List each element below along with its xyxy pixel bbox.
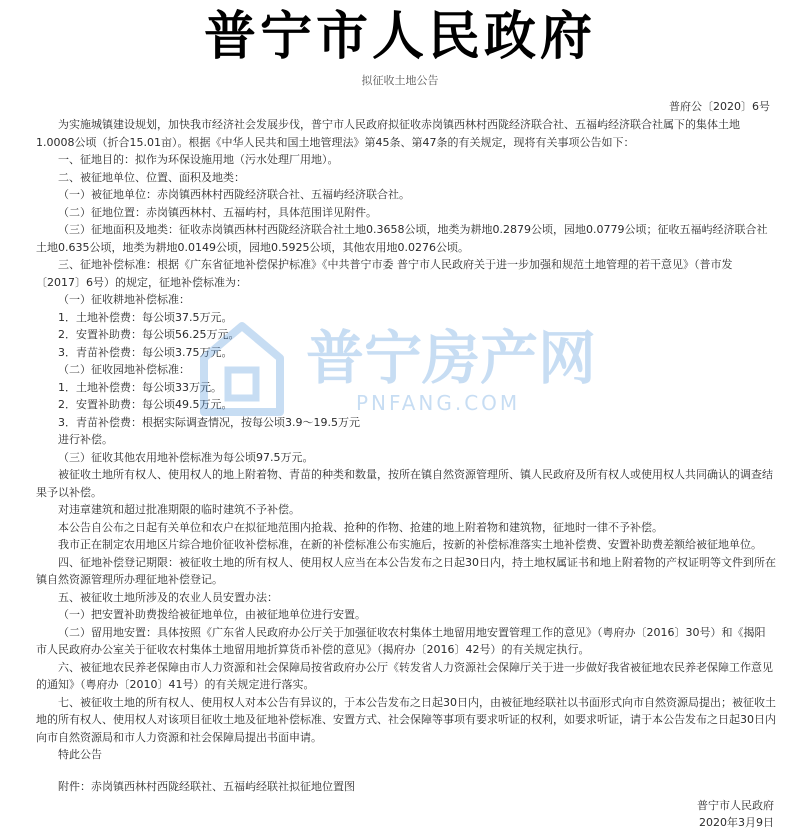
watermark-brand: 普宁房产网 — [306, 324, 597, 392]
announcement-body — [36, 116, 776, 764]
section-2-item-3: （三）征地面积及地类：征收赤岗镇西林村西陇经济联合社土地0.3658公顷，地类为耕地0.2879公顷，园地0.0779公顷；征收五福屿经济联合社土地0.635公顷，地类为耕地0.0149公顷，园地0.5925公顷，其他农用地0.0276公顷。 — [36, 223, 768, 254]
section-2-heading: 二、被征地单位、位置、面积及地类： — [58, 170, 245, 184]
government-title: 普宁市人民政府 — [203, 6, 596, 67]
attachment-note: 附件：赤岗镇西林村西陇经联社、五福屿经联社拟征地位置图 — [58, 780, 355, 793]
section-3-sub-1-item-3: 3．青苗补偿费：每公顷3.75万元。 — [58, 345, 233, 359]
new-standard-paragraph: 我市正在制定农用地区片综合地价征收补偿标准，在新的补偿标准公布实施后，按新的补偿标准落实土地补偿费、安置补助费差额给被征地单位。 — [58, 538, 762, 551]
section-3-sub-2-item-2: 2．安置补助费：每公顷49.5万元。 — [58, 398, 233, 411]
document-number: 普府公〔2020〕6号 — [669, 100, 770, 113]
section-7-objection: 七、被征收土地的所有权人、使用权人对本公告有异议的，于本公告发布之日起30日内，由被征地经联社以书面形式向市自然资源局提出；被征收土地的所有权人、使用权人对该项目征收土地及征地补偿标准、安置方式、社会保障等事项有要求听证的权利，如要求听证，请于本公告发布之日起30日内向市自然资源局和市人力资源和社会保障局提出书面申请。 — [36, 695, 776, 744]
section-5-item-1: （一）把安置补助费拨给被征地单位，由被征地单位进行安置。 — [58, 608, 366, 621]
section-3-sub-2-item-1: 1．土地补偿费：每公顷33万元。 — [58, 380, 222, 394]
section-5-item-2: （二）留用地安置：具体按照《广东省人民政府办公厅关于加强征收农村集体土地留用地安置管理工作的意见》（粤府办〔2016〕30号）和《揭阳市人民政府办公室关于征收农村集体土地留用地折算货币补偿的意见》（揭府办〔2016〕42号）的有关规定执行。 — [36, 625, 766, 656]
no-compensation-paragraph: 本公告自公布之日起有关单位和农户在拟征地范围内抢栽、抢种的作物、抢建的地上附着物和建筑物，征地时一律不予补偿。 — [58, 520, 663, 534]
issue-date: 2020年3月9日 — [699, 816, 774, 829]
attachments-compensation-paragraph: 被征收土地所有权人、使用权人的地上附着物、青苗的种类和数量，按所在镇自然资源管理所、镇人民政府及所有权人或使用权人共同确认的调查结果予以补偿。 — [36, 468, 773, 499]
intro-paragraph: 为实施城镇建设规划，加快我市经济社会发展步伐，普宁市人民政府拟征收赤岗镇西林村西陇经济联合社、五福屿经济联合社属下的集体土地1.0008公顷（折合15.01亩）。根据《中华人民共和国土地管理法》第45条、第47条的有关规定，现将有关事项公告如下： — [36, 118, 740, 149]
document-subtitle: 拟征收土地公告 — [361, 74, 439, 87]
illegal-building-paragraph: 对违章建筑和超过批准期限的临时建筑不予补偿。 — [58, 503, 300, 516]
section-3-sub-1-item-1: 1．土地补偿费：每公顷37.5万元。 — [58, 310, 233, 324]
section-1-purpose: 一、征地目的：拟作为环保设施用地（污水处理厂用地）。 — [58, 153, 339, 166]
section-3-sub-2: （二）征收园地补偿标准： — [58, 363, 190, 376]
section-3-sub-2-item-3-cont: 进行补偿。 — [58, 433, 113, 446]
issuer-name: 普宁市人民政府 — [697, 799, 774, 812]
watermark-domain: PNFANG.COM — [356, 391, 521, 415]
section-3-sub-3: （三）征收其他农用地补偿标准为每公顷97.5万元。 — [58, 450, 314, 464]
section-4-registration: 四、征地补偿登记期限：被征收土地的所有权人、使用权人应当在本公告发布之日起30日内，持土地权属证书和地上附着物的产权证明等文件到所在镇自然资源管理所办理征地补偿登记。 — [36, 555, 776, 586]
section-3-heading: 三、征地补偿标准：根据《广东省征地补偿保护标准》《中共普宁市委 普宁市人民政府关于进一步加强和规范土地管理的若干意见》（普市发〔2017〕6号）的规定，征地补偿标准为： — [36, 258, 733, 289]
section-3-sub-1: （一）征收耕地补偿标准： — [58, 293, 190, 306]
section-3-sub-2-item-3: 3．青苗补偿费：根据实际调查情况，按每公顷3.9～19.5万元 — [58, 415, 360, 429]
section-5-heading: 五、被征收土地所涉及的农业人员安置办法： — [58, 590, 278, 604]
signature-block — [697, 797, 774, 831]
section-6-pension: 六、被征地农民养老保障由市人力资源和社会保障局按省政府办公厅《转发省人力资源社会保障厅关于进一步做好我省被征地农民养老保障工作意见的通知》（粤府办〔2010〕41号）的有关规定进行落实。 — [36, 660, 773, 691]
section-2-item-2: （二）征地位置：赤岗镇西林村、五福屿村，具体范围详见附件。 — [58, 205, 377, 219]
section-2-item-1: （一）被征地单位：赤岗镇西林村西陇经济联合社、五福屿经济联合社。 — [58, 188, 410, 201]
section-3-sub-1-item-2: 2．安置补助费：每公顷56.25万元。 — [58, 328, 240, 341]
document-header — [0, 4, 800, 88]
closing-phrase: 特此公告 — [58, 748, 102, 761]
